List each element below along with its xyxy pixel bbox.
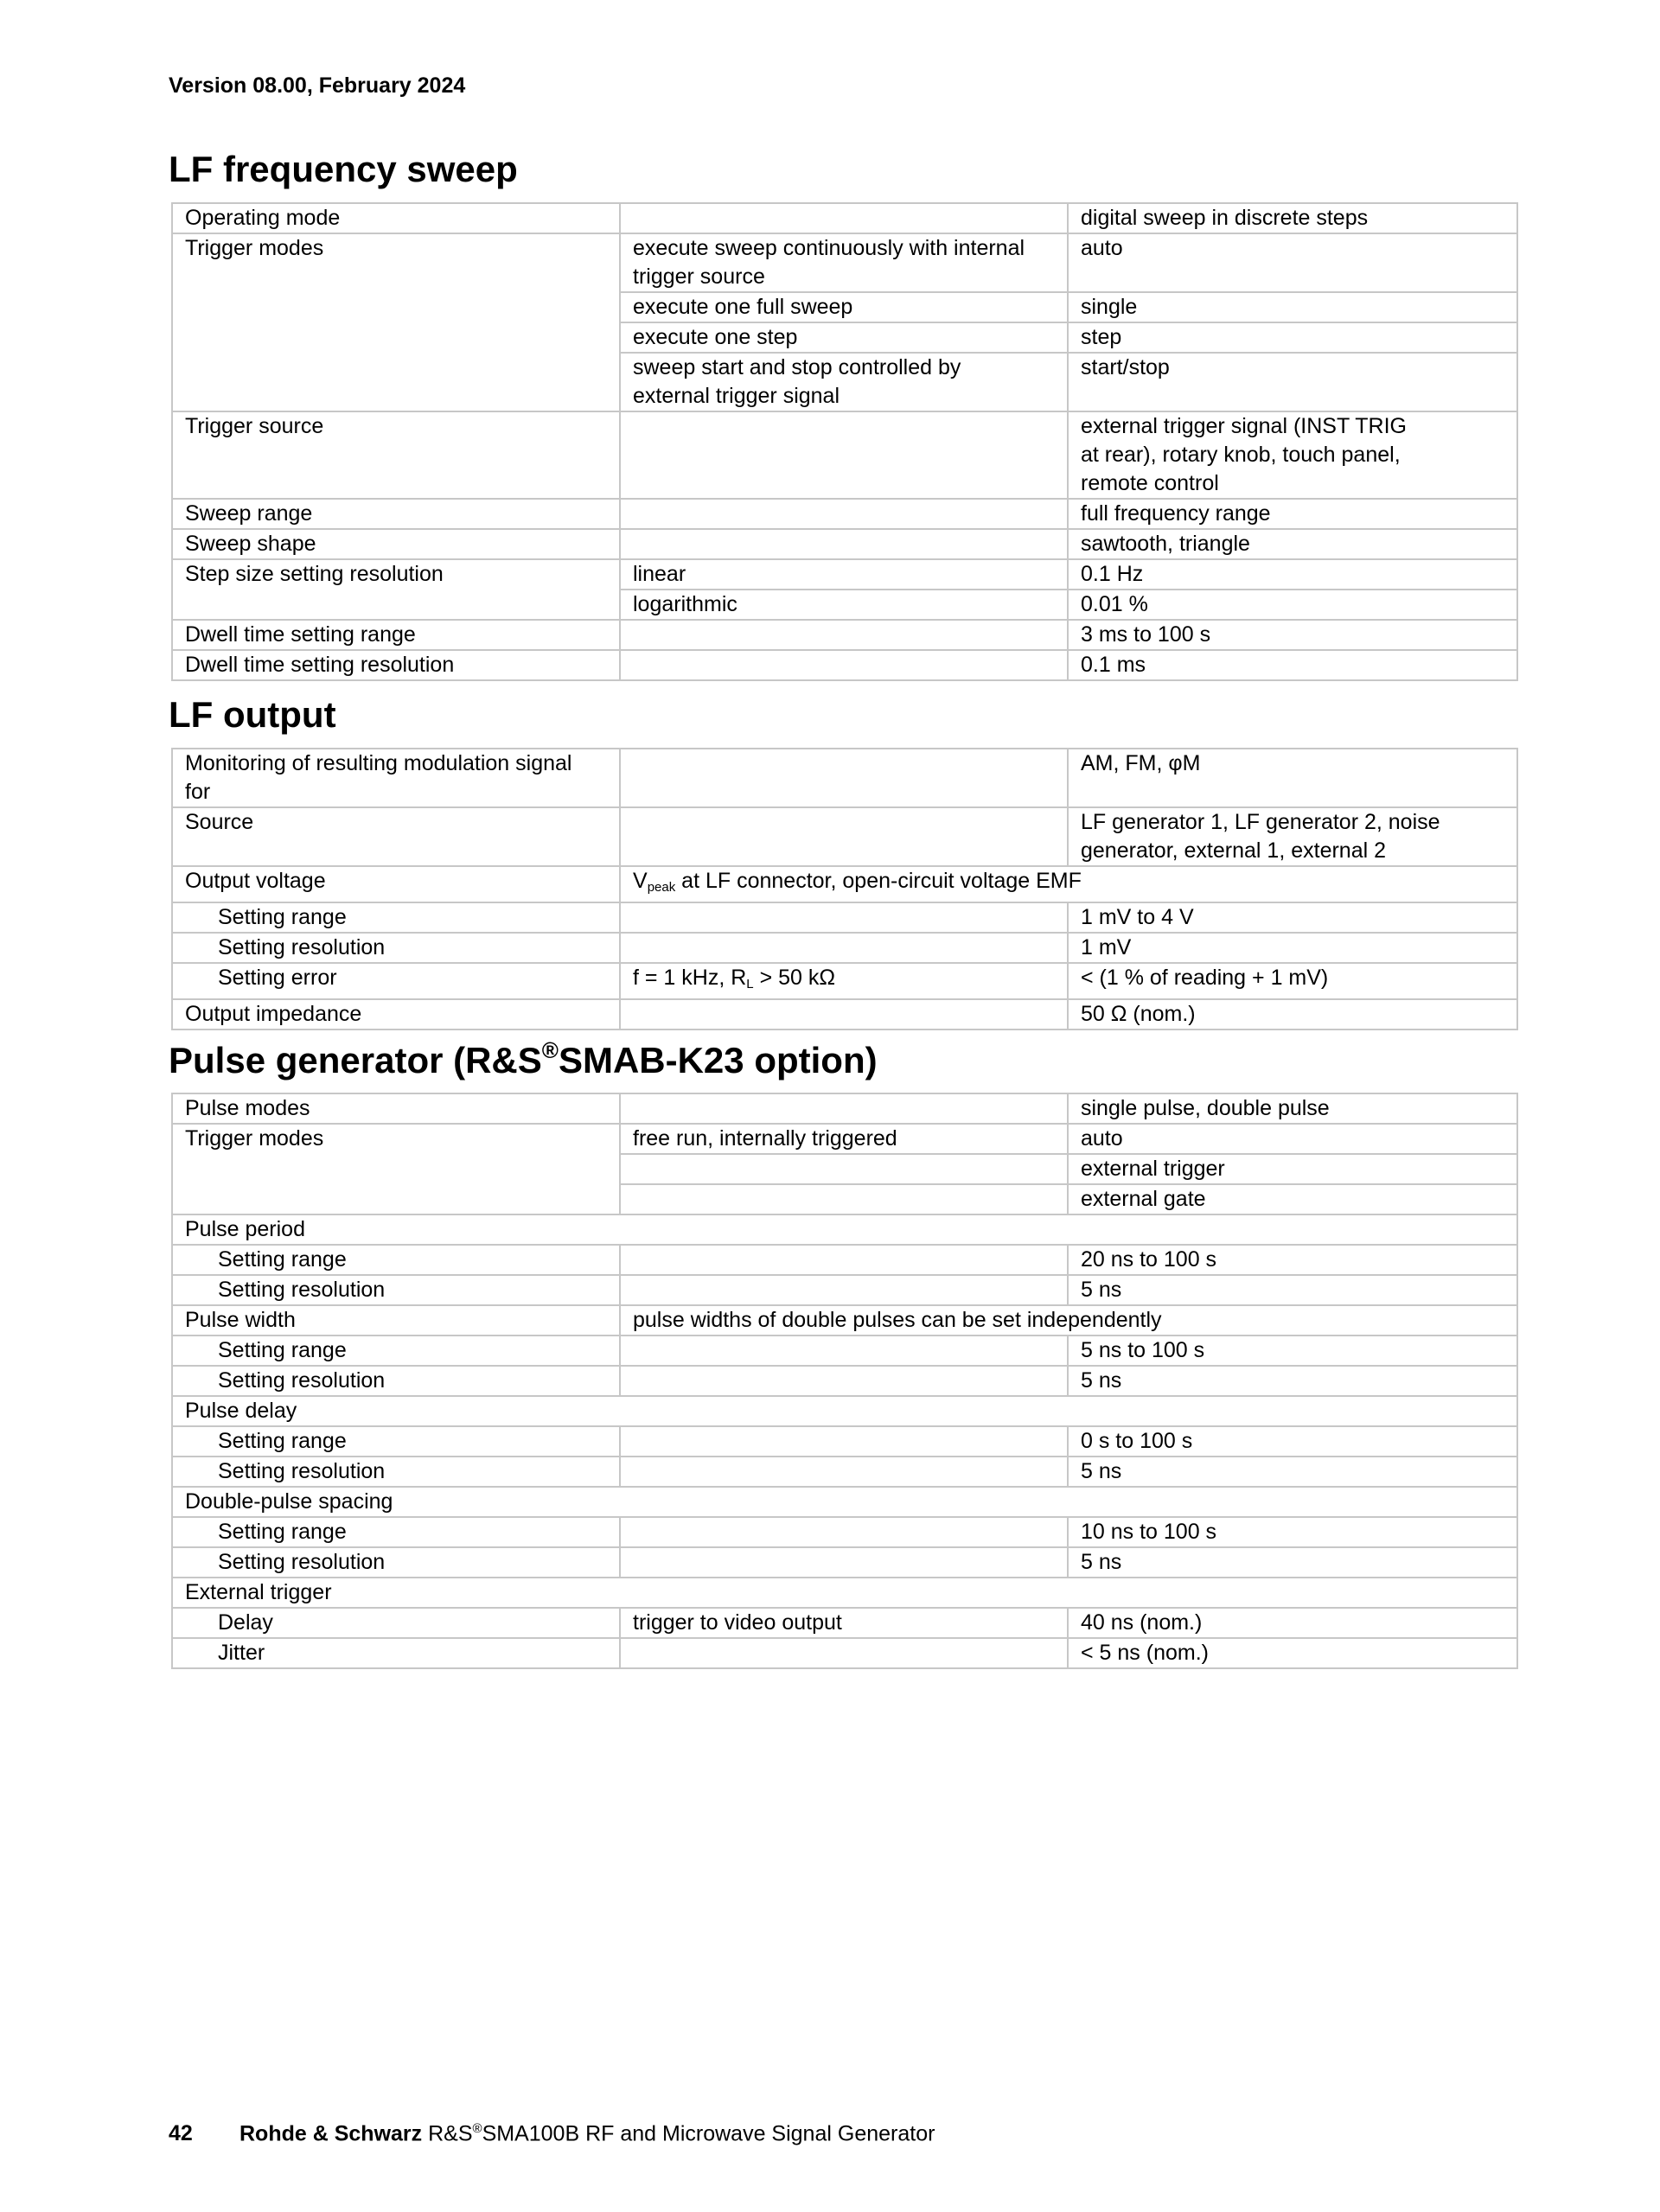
spec-label: Setting range [172, 1245, 620, 1275]
spec-label: Setting resolution [172, 1366, 620, 1396]
spec-label: Dwell time setting resolution [172, 650, 620, 680]
table-row [172, 1517, 1517, 1547]
table-row [172, 1245, 1517, 1275]
footer-product-part: R&S [422, 2121, 473, 2146]
spec-value: single [1068, 292, 1517, 322]
table-row [172, 203, 1517, 233]
table-row [172, 1487, 1517, 1517]
table-row [172, 499, 1517, 529]
spec-value: 5 ns [1068, 1547, 1517, 1578]
table-row [172, 749, 1517, 807]
spec-label: Setting range [172, 1426, 620, 1457]
spec-value: auto [1068, 233, 1517, 292]
spec-label: Output voltage [172, 866, 620, 902]
spec-condition [620, 1245, 1068, 1275]
spec-label: Pulse width [172, 1305, 620, 1335]
spec-value: 0.1 Hz [1068, 559, 1517, 590]
table-row [172, 1547, 1517, 1578]
spec-value: LF generator 1, LF generator 2, noise generator, external 1, external 2 [1068, 807, 1517, 866]
section-title-lf-output: LF output [169, 694, 336, 735]
condition-part: f = 1 kHz, R [633, 966, 747, 990]
section-title-lf-frequency-sweep: LF frequency sweep [169, 149, 518, 189]
spec-value: 0.01 % [1068, 590, 1517, 620]
spec-condition [620, 1547, 1068, 1578]
spec-value: single pulse, double pulse [1068, 1093, 1517, 1124]
spec-condition [620, 1366, 1068, 1396]
spec-label: Setting range [172, 1517, 620, 1547]
spec-label: Jitter [172, 1638, 620, 1668]
spec-condition [620, 902, 1068, 933]
spec-condition [620, 1335, 1068, 1366]
table-row [172, 1335, 1517, 1366]
spec-group-label: Pulse delay [172, 1396, 1517, 1426]
spec-condition [620, 650, 1068, 680]
table-row [172, 902, 1517, 933]
table-row [172, 1124, 1517, 1154]
voltage-symbol: V [633, 869, 648, 893]
footer-brand: Rohde & Schwarz [239, 2121, 423, 2146]
spec-label: Trigger modes [172, 233, 620, 411]
page-footer [169, 2121, 935, 2146]
spec-value: 20 ns to 100 s [1068, 1245, 1517, 1275]
spec-value: 1 mV to 4 V [1068, 902, 1517, 933]
pulse-generator-table [171, 1093, 1518, 1669]
spec-label: Setting resolution [172, 933, 620, 963]
spec-condition: execute one step [620, 322, 1068, 353]
spec-condition: sweep start and stop controlled by external trigger signal [620, 353, 1068, 411]
spec-condition: execute sweep continuously with internal trigger source [620, 233, 1068, 292]
spec-condition [620, 963, 1068, 999]
spec-condition [620, 1154, 1068, 1184]
spec-condition [620, 620, 1068, 650]
spec-condition [620, 499, 1068, 529]
spec-label: Source [172, 807, 620, 866]
lf-output-table [171, 748, 1518, 1030]
spec-value: 0 s to 100 s [1068, 1426, 1517, 1457]
table-row [172, 1426, 1517, 1457]
spec-label: Output impedance [172, 999, 620, 1030]
spec-value: 5 ns [1068, 1275, 1517, 1305]
spec-label: Operating mode [172, 203, 620, 233]
registered-mark: ® [541, 1037, 559, 1063]
spec-value: 0.1 ms [1068, 650, 1517, 680]
table-row [172, 1093, 1517, 1124]
spec-label: Step size setting resolution [172, 559, 620, 620]
spec-group-label: External trigger [172, 1578, 1517, 1608]
spec-label: Delay [172, 1608, 620, 1638]
spec-label: Sweep range [172, 499, 620, 529]
spec-condition [620, 411, 1068, 499]
spec-value: 50 Ω (nom.) [1068, 999, 1517, 1030]
spec-condition [620, 1517, 1068, 1547]
spec-condition [620, 529, 1068, 559]
spec-condition [620, 203, 1068, 233]
table-row [172, 1275, 1517, 1305]
table-row [172, 233, 1517, 292]
table-row [172, 933, 1517, 963]
spec-condition: trigger to video output [620, 1608, 1068, 1638]
spec-label: Setting range [172, 902, 620, 933]
table-row [172, 807, 1517, 866]
spec-label: Setting resolution [172, 1547, 620, 1578]
spec-label: Monitoring of resulting modulation signal for [172, 749, 620, 807]
spec-label: Dwell time setting range [172, 620, 620, 650]
spec-label: Setting resolution [172, 1457, 620, 1487]
spec-value: 5 ns to 100 s [1068, 1335, 1517, 1366]
spec-label: Sweep shape [172, 529, 620, 559]
table-row [172, 650, 1517, 680]
spec-label: Trigger modes [172, 1124, 620, 1214]
table-row [172, 1305, 1517, 1335]
spec-value: external trigger signal (INST TRIG at rear), rotary knob, touch panel, remote control [1068, 411, 1517, 499]
spec-value: 5 ns [1068, 1457, 1517, 1487]
voltage-description: at LF connector, open-circuit voltage EMF [675, 869, 1082, 893]
spec-value: 3 ms to 100 s [1068, 620, 1517, 650]
spec-value: < (1 % of reading + 1 mV) [1068, 963, 1517, 999]
spec-value: AM, FM, φM [1068, 749, 1517, 807]
spec-condition [620, 1184, 1068, 1214]
spec-condition: linear [620, 559, 1068, 590]
table-row [172, 1578, 1517, 1608]
spec-condition [620, 1426, 1068, 1457]
spec-condition: execute one full sweep [620, 292, 1068, 322]
registered-mark: ® [472, 2121, 482, 2136]
table-row [172, 1608, 1517, 1638]
footer-product-part: SMA100B RF and Microwave Signal Generator [482, 2121, 935, 2146]
spec-value: < 5 ns (nom.) [1068, 1638, 1517, 1668]
spec-label: Setting resolution [172, 1275, 620, 1305]
spec-label: Setting error [172, 963, 620, 999]
spec-condition [620, 1638, 1068, 1668]
version-header: Version 08.00, February 2024 [169, 73, 466, 98]
spec-value: 10 ns to 100 s [1068, 1517, 1517, 1547]
spec-condition: pulse widths of double pulses can be set independently [620, 1305, 1517, 1335]
spec-value: auto [1068, 1124, 1517, 1154]
table-row [172, 963, 1517, 999]
spec-value: 5 ns [1068, 1366, 1517, 1396]
spec-condition [620, 1093, 1068, 1124]
condition-part: > 50 kΩ [753, 966, 836, 990]
spec-value: 40 ns (nom.) [1068, 1608, 1517, 1638]
spec-value: start/stop [1068, 353, 1517, 411]
spec-condition [620, 999, 1068, 1030]
spec-condition [620, 1275, 1068, 1305]
load-subscript: L [746, 977, 754, 991]
spec-value: 1 mV [1068, 933, 1517, 963]
title-part: SMAB-K23 option) [558, 1040, 878, 1081]
voltage-subscript: peak [647, 880, 676, 895]
spec-value: digital sweep in discrete steps [1068, 203, 1517, 233]
table-row [172, 1457, 1517, 1487]
table-row [172, 999, 1517, 1030]
spec-label: Trigger source [172, 411, 620, 499]
spec-value: external trigger [1068, 1154, 1517, 1184]
spec-group-label: Double-pulse spacing [172, 1487, 1517, 1517]
spec-condition [620, 933, 1068, 963]
spec-value: full frequency range [1068, 499, 1517, 529]
spec-condition [620, 807, 1068, 866]
spec-value: sawtooth, triangle [1068, 529, 1517, 559]
spec-label: Pulse modes [172, 1093, 620, 1124]
spec-condition [620, 1457, 1068, 1487]
spec-condition [620, 749, 1068, 807]
spec-condition: free run, internally triggered [620, 1124, 1068, 1154]
table-row [172, 1214, 1517, 1245]
table-row [172, 1366, 1517, 1396]
table-row [172, 529, 1517, 559]
spec-label: Setting range [172, 1335, 620, 1366]
spec-group-label: Pulse period [172, 1214, 1517, 1245]
section-title-pulse-generator [169, 1039, 878, 1081]
table-row [172, 559, 1517, 590]
title-part: Pulse generator (R&S [169, 1040, 542, 1081]
table-row [172, 1638, 1517, 1668]
spec-value: step [1068, 322, 1517, 353]
table-row [172, 411, 1517, 499]
spec-condition [620, 866, 1517, 902]
spec-condition: logarithmic [620, 590, 1068, 620]
table-row [172, 866, 1517, 902]
table-row [172, 1396, 1517, 1426]
table-row [172, 620, 1517, 650]
page-number: 42 [169, 2121, 193, 2146]
lf-frequency-sweep-table [171, 202, 1518, 681]
spec-value: external gate [1068, 1184, 1517, 1214]
